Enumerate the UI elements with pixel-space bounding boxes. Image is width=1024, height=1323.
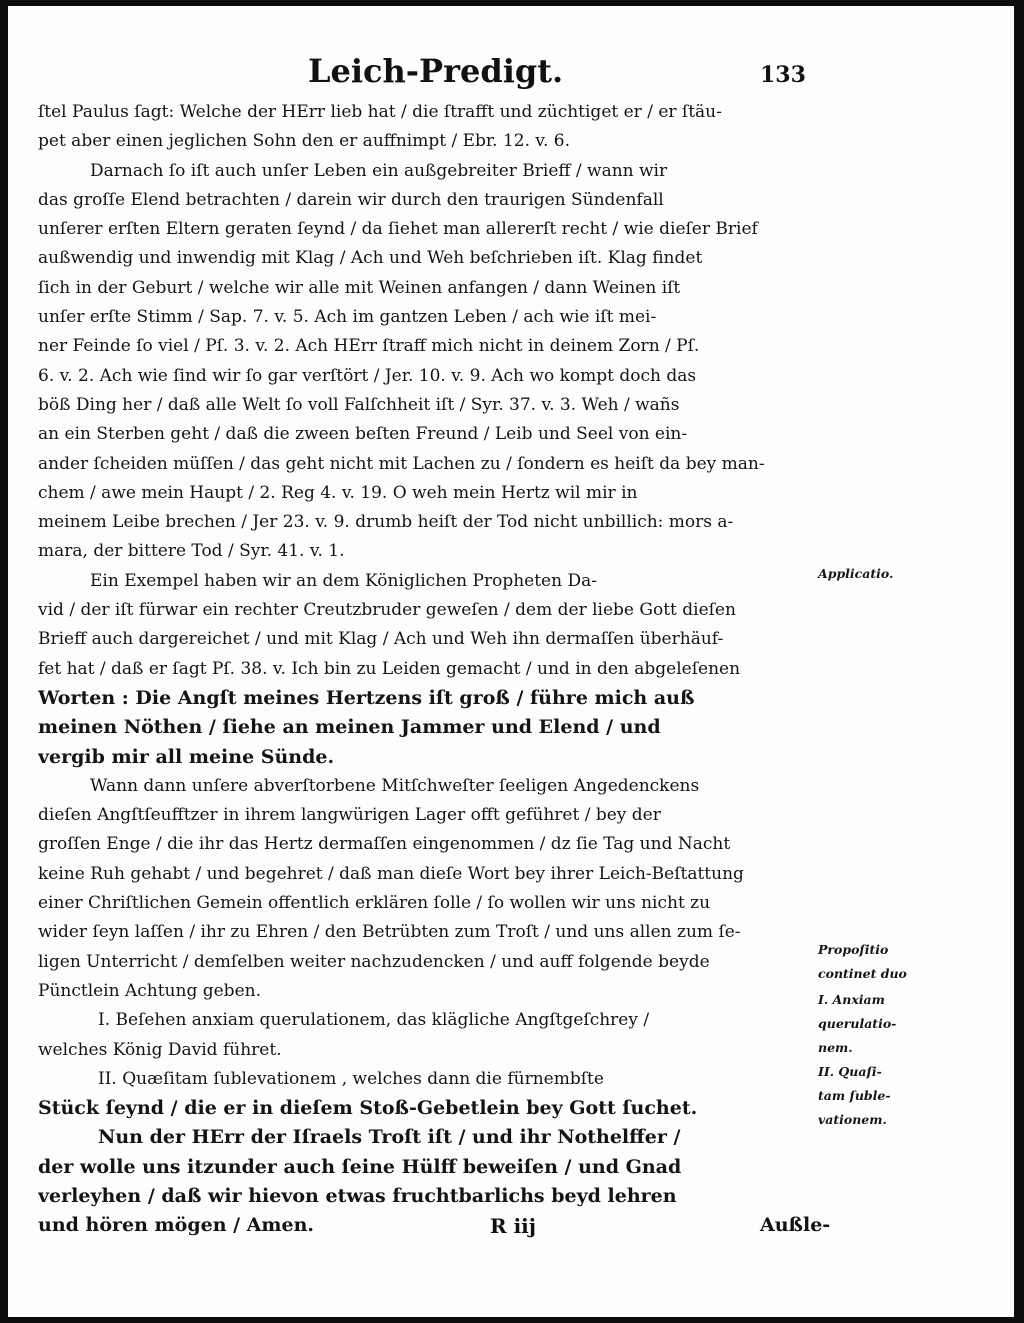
text-line: pet aber einen jeglichen Sohn den er auffnimpt / Ebr. 12. v. 6. (38, 131, 571, 152)
text-line: meinem Leibe brechen / Jer 23. v. 9. drumb heiſt der Tod nicht unbillich: mors a- (38, 512, 734, 533)
text-line: chem / awe mein Haupt / 2. Reg 4. v. 19. O weh mein Hertz wil mir in (38, 482, 638, 503)
text-line: außwendig und inwendig mit Klag / Ach und Weh beſchrieben iſt. Klag findet (38, 248, 703, 269)
text-line: ſich in der Geburt / welche wir alle mit Weinen anfangen / dann Weinen iſt (38, 277, 681, 298)
text-line: unſerer erſten Eltern geraten ſeynd / da ſiehet man allererſt recht / wie dieſer Brief (38, 219, 758, 240)
text-line: ſtel Paulus ſagt: Welche der HErr lieb hat / die ſtrafft und züchtiget er / er ſtäu- (38, 102, 722, 122)
text-line: 6. v. 2. Ach wie ſind wir ſo gar verſtört / Jer. 10. v. 9. Ach wo kompt doch das (38, 365, 697, 386)
margin-note-querulatio: querulatio- (818, 1016, 897, 1031)
text-line: meinen Nöthen / ſiehe an meinen Jammer und Elend / und (38, 716, 661, 739)
text-line: und hören mögen / Amen. (38, 1214, 315, 1237)
text-line: Stück ſeynd / die er in dieſem Stoß-Gebetlein bey Gott ſuchet. (38, 1097, 698, 1120)
text-line: keine Ruh gehabt / und begehret / daß man dieſe Wort bey ihrer Leich-Beſtattung (38, 863, 744, 884)
text-line: wider ſeyn laſſen / ihr zu Ehren / den Betrübten zum Troſt / und uns allen zum ſe- (38, 922, 741, 943)
running-title: Leich-Predigt. (308, 52, 564, 90)
text-line: Worten : Die Angſt meines Hertzens iſt groß / führe mich auß (38, 686, 695, 709)
margin-note-vationem: vationem. (818, 1112, 887, 1127)
text-line: fet hat / daß er ſagt Pſ. 38. v. Ich bin zu Leiden gemacht / und in den abgeleſenen (38, 658, 741, 679)
text-line: der wolle uns itzunder auch ſeine Hülff beweiſen / und Gnad (38, 1155, 682, 1178)
text-line: mara, der bittere Tod / Syr. 41. v. 1. (38, 541, 345, 562)
text-line: an ein Sterben geht / daß die zween beſten Freund / Leib und Seel von ein- (38, 424, 688, 445)
text-line: böß Ding her / daß alle Welt ſo voll Falſchheit iſt / Syr. 37. v. 3. Weh / wañs (38, 394, 680, 415)
margin-note-suble: tam ſuble- (818, 1088, 891, 1103)
text-line: ander ſcheiden müſſen / das geht nicht mit Lachen zu / ſondern es heiſt da bey man- (38, 453, 765, 474)
text-line: groſſen Enge / die ihr das Hertz dermaſſen eingenommen / dz ſie Tag und Nacht (38, 834, 731, 855)
margin-note-continet: continet duo (818, 966, 907, 981)
text-line: einer Chriſtlichen Gemein offentlich erklären ſolle / ſo wollen wir uns nicht zu (38, 893, 711, 914)
margin-note-anxiam: I. Anxiam (818, 992, 885, 1007)
text-line: das groſſe Elend betrachten / darein wir durch den traurigen Sündenfall (38, 189, 664, 210)
margin-note-propositio: Propoſitio (818, 942, 889, 957)
text-line: ner Feinde ſo viel / Pſ. 3. v. 2. Ach HErr ſtraff mich nicht in deinem Zorn / Pſ. (38, 336, 700, 357)
text-line: Ein Exempel haben wir an dem Königlichen Propheten Da- (90, 570, 597, 591)
margin-note-quasi: II. Quaſi- (818, 1064, 882, 1079)
page-number: 133 (760, 62, 806, 88)
text-line: Darnach ſo iſt auch unſer Leben ein außgebreiter Brieff / wann wir (90, 160, 668, 181)
margin-note-applicatio: Applicatio. (818, 566, 894, 581)
text-line: dieſen Angſtſeufftzer in ihrem langwürigen Lager offt geführet / bey der (38, 805, 661, 826)
signature-mark: R iij (490, 1214, 537, 1238)
text-line: Brieff auch dargereichet / und mit Klag / Ach und Weh ihn dermaſſen überhäuf- (38, 629, 724, 650)
text-line: Pünctlein Achtung geben. (38, 980, 261, 1001)
text-line: I. Beſehen anxiam querulationem, das klägliche Angſtgeſchrey / (98, 1010, 650, 1031)
text-line: ligen Unterricht / demſelben weiter nachzudencken / und auff folgende beyde (38, 951, 710, 972)
text-line: Nun der HErr der Iſraels Troſt iſt / und ihr Nothelffer / (98, 1126, 681, 1149)
text-line: verleyhen / daß wir hievon etwas fruchtbarlichs beyd lehren (38, 1184, 677, 1207)
text-line: welches König David führet. (38, 1039, 282, 1060)
page-header (8, 52, 1014, 92)
text-line: unſer erſte Stimm / Sap. 7. v. 5. Ach im gantzen Leben / ach wie iſt mei- (38, 307, 657, 328)
page-footer (8, 1214, 1014, 1254)
text-line: Wann dann unſere abverſtorbene Mitſchweſter ſeeligen Angedenckens (90, 775, 700, 796)
margin-note-nem: nem. (818, 1040, 853, 1055)
document-page (8, 6, 1014, 1317)
text-line: II. Quæſitam ſublevationem , welches dann die fürnembſte (98, 1068, 604, 1089)
text-line: vergib mir all meine Sünde. (38, 745, 335, 768)
body-text (38, 98, 818, 1241)
catchword: Außle- (760, 1214, 831, 1236)
text-line: vid / der iſt fürwar ein rechter Creutzbruder geweſen / dem der liebe Gott dieſen (38, 600, 736, 621)
